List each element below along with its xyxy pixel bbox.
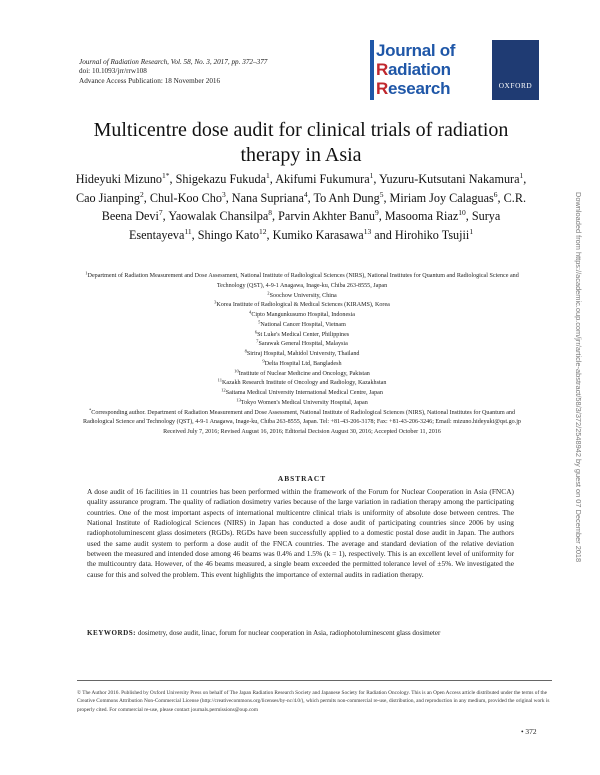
author-affiliation-mark: 6 — [493, 189, 498, 199]
author-separator: , — [373, 172, 380, 186]
download-note: Downloaded from https://academic.oup.com/jrr/article-abstract/58/3/372/2548942 by guest on 07 December 2018 — [574, 192, 583, 563]
author-name: Hirohiko Tsujii — [394, 227, 470, 242]
affiliation-mark: 9 — [262, 358, 265, 364]
affiliation-mark: 1 — [85, 270, 88, 276]
affiliation-text: Department of Radiation Measurement and Dose Assessment, National Institute of Radiological Sciences (NIRS), National Institutes for Quantum and Radiological Science and Technology (QST), 4-9-1 Anagawa, Inage-ku, Chiba 263-8555, Japan — [87, 273, 519, 289]
author-name: Parvin Akhter Banu — [278, 209, 375, 224]
affiliation-mark: 12 — [221, 387, 226, 393]
affiliation-line — [76, 379, 528, 389]
author-affiliation-mark: 1 — [266, 171, 270, 180]
page-number: • 372 — [521, 727, 537, 736]
author-separator: , — [266, 227, 273, 242]
affiliation-mark: 13 — [236, 397, 241, 403]
affiliation-text: Institute of Nuclear Medicine and Oncology, Pakistan — [238, 370, 370, 377]
journal-logo — [370, 40, 489, 100]
affiliation-line — [76, 331, 528, 341]
author-separator: , — [383, 190, 390, 205]
affiliation-mark: 11 — [217, 377, 222, 383]
author-name: Cao Jianping — [75, 190, 140, 205]
affiliation-mark: 10 — [234, 368, 239, 373]
affiliation-text: St Luke's Medical Center, Philippines — [257, 331, 350, 338]
affiliation-line — [76, 272, 528, 292]
author-affiliation-mark: 9 — [374, 208, 379, 218]
author-separator: and — [371, 227, 395, 242]
affiliation-mark: 4 — [249, 309, 252, 315]
advance-access-date: Advance Access Publication: 18 November 2016 — [79, 76, 221, 85]
author-name: Masooma Riaz — [384, 209, 459, 224]
affiliation-text: Delta Hospital Ltd, Bangladesh — [264, 360, 342, 367]
author-name: Surya Esentayeva — [128, 209, 501, 242]
author-affiliation-mark: 8 — [268, 208, 273, 218]
affiliation-text: Sarawak General Hospital, Malaysia — [258, 341, 348, 348]
author-name: Yaowalak Chansilpa — [168, 209, 269, 224]
affiliation-text: Tokyo Women's Medical University Hospital, Japan — [240, 399, 368, 406]
author-separator: , — [307, 190, 314, 205]
affiliation-mark: 3 — [214, 299, 217, 305]
author-affiliation-mark: 7 — [158, 208, 163, 218]
publisher-name: OXFORD — [498, 81, 533, 90]
affiliation-line — [76, 370, 528, 380]
affiliation-line — [76, 389, 528, 399]
journal-citation: Journal of Radiation Research, Vol. 58, No. 3, 2017, pp. 372–377 — [79, 58, 268, 66]
author-separator: , — [162, 209, 169, 224]
affiliation-text: Saitama Medical University International Medical Centre, Japan — [225, 390, 383, 396]
affiliation-line — [76, 360, 528, 370]
affiliation-text: National Cancer Hospital, Vietnam — [260, 321, 346, 328]
journal-header — [79, 58, 267, 86]
article-title: Multicentre dose audit for clinical trials of radiation therapy in Asia — [93, 119, 509, 166]
author-affiliation-mark: 12 — [259, 226, 267, 236]
logo-line-2: Radiation — [376, 60, 451, 79]
keywords-label: KEYWORDS: — [87, 629, 137, 637]
author-separator: , — [523, 172, 527, 186]
author-separator: , — [269, 172, 276, 186]
author-affiliation-mark: 1* — [162, 171, 170, 180]
affiliation-line — [76, 292, 528, 302]
author-name: Hideyuki Mizuno — [75, 172, 163, 186]
affiliation-line — [76, 350, 528, 360]
logo-bar — [370, 40, 374, 100]
author-list — [70, 170, 532, 244]
license-footer: © The Author 2016. Published by Oxford University Press on behalf of The Japan Radiation Research Society and Japanese Society for Radiation Oncology. This is an Open Access article distributed under the terms of the Creative Commons Attribution Non-Commercial License (http://creativecommons.org/licenses/by-nc/4.0/), which permits non-commercial re-use, distribution, and reproduction in any medium, provided the original work is properly cited. For commercial re-use, please contact journals.permissions@oup.com — [77, 690, 550, 713]
logo-line-3: Research — [376, 79, 451, 98]
author-name: To Anh Dung — [313, 190, 380, 205]
author-name: Kumiko Karasawa — [272, 227, 364, 242]
author-separator: , — [143, 190, 150, 205]
article-dates: Received July 7, 2016; Revised August 16, 2016; Editorial Decision August 30, 2016; Accepted October 11, 2016 — [163, 429, 441, 435]
author-separator: , — [465, 209, 472, 224]
download-watermark — [569, 192, 585, 592]
author-name: Miriam Joy Calaguas — [389, 190, 494, 205]
author-separator: , — [225, 190, 232, 205]
author-separator: , — [272, 209, 279, 224]
author-name: Shingo Kato — [197, 227, 260, 242]
author-affiliation-mark: 11 — [184, 226, 192, 236]
affiliation-line — [76, 399, 528, 409]
keywords — [87, 628, 514, 638]
author-name: Nana Supriana — [231, 190, 304, 205]
footer-divider — [77, 680, 552, 681]
affiliation-line — [76, 340, 528, 350]
affiliation-text: Soochow University, China — [269, 292, 337, 299]
author-name: Yuzuru-Kutsutani Nakamura — [379, 172, 520, 186]
author-affiliation-mark: 2 — [139, 189, 144, 199]
affiliation-mark: 5 — [258, 319, 261, 325]
affiliations — [76, 272, 528, 438]
affiliation-line — [76, 301, 528, 311]
keywords-text: dosimetry, dose audit, linac, forum for nuclear cooperation in Asia, radiophotoluminescent glass dosimeter — [137, 629, 441, 637]
logo-line-1: Journal of — [376, 41, 456, 60]
doi[interactable]: doi: 10.1093/jrr/rrw108 — [79, 67, 147, 76]
author-name: Akifumi Fukumura — [275, 172, 370, 186]
author-name: Shigekazu Fukuda — [175, 172, 267, 186]
author-separator: , — [191, 227, 198, 242]
author-affiliation-mark: 10 — [458, 208, 466, 218]
affiliation-text: Corresponding author. Department of Radiation Measurement and Dose Assessment, National Institute of Radiological Sciences (NIRS), National Institutes for Quantum and Radiological Science and Technology (QST), 4-9-1 Anagawa, Inage-ku, Chiba 263-8555, Japan. Tel: +81-43-206-3178; Fax: +81-43-206-3246; Email: mizuno.hideyuki@qst.go.jp — [83, 409, 521, 426]
affiliation-line — [76, 321, 528, 331]
affiliation-text: Cipto Mangunkusumo Hospital, Indonesia — [251, 312, 355, 318]
affiliation-line — [76, 311, 528, 321]
author-separator: , — [378, 209, 385, 224]
affiliation-mark: 2 — [267, 290, 270, 295]
abstract-text: A dose audit of 16 facilities in 11 countries has been performed within the framework of the Forum for Nuclear Cooperation in Asia (FNCA) quality assurance program. The quality of radiation dosimetry varies because of the large variation in radiation therapy among the participating countries. One of the most important aspects of international multicentre clinical trials is uniformity of absolute dose between centres. The National Institute of Radiological Sciences (NIRS) in Japan has conducted a dose audit of participating countries since 2006 by using radiophotoluminescent glass dosimeters (RGDs). RGDs have been successfully applied to a domestic postal dose audit in Japan. The authors used the same audit system to perform a dose audit of the FNCA countries. The average and standard deviation of the relative deviation between the measured and intended dose among 46 beams was 0.4% and 1.5% (k = 1), respectively. This is an excellent level of uniformity for the multicountry data. However, of the 46 beams measured, a single beam exceeded the permitted tolerance level of ±5%. We investigated the cause for this and solved the problem. This event highlights the importance of external audits in radiation therapy. — [87, 487, 514, 579]
author-affiliation-mark: 1 — [369, 171, 374, 180]
author-name: Chul-Koo Cho — [149, 190, 222, 205]
author-affiliation-mark: 3 — [221, 189, 226, 199]
author-name: C.R. Beena Devi — [101, 190, 526, 224]
oxford-logo — [492, 40, 539, 100]
author-affiliation-mark: 13 — [363, 226, 372, 236]
corresponding-author — [76, 409, 528, 429]
author-affiliation-mark: 1 — [469, 226, 474, 236]
author-separator: , — [497, 190, 504, 205]
affiliation-mark: 6 — [254, 329, 258, 334]
affiliation-text: Korea Institute of Radiological & Medical Sciences (KIRAMS), Korea — [216, 302, 390, 309]
author-affiliation-mark: 5 — [379, 189, 384, 199]
affiliation-mark: 8 — [244, 348, 247, 354]
author-separator: , — [169, 172, 176, 186]
author-affiliation-mark: 4 — [303, 189, 308, 199]
author-affiliation-mark: 1 — [519, 171, 524, 180]
affiliation-text: Siriraj Hospital, Mahidol University, Thailand — [246, 351, 360, 357]
affiliation-mark: * — [88, 407, 92, 412]
abstract-heading: ABSTRACT — [277, 474, 327, 483]
affiliation-mark: 7 — [256, 338, 259, 344]
affiliation-text: Kazakh Research Institute of Oncology and Radiology, Kazakhstan — [222, 380, 387, 387]
